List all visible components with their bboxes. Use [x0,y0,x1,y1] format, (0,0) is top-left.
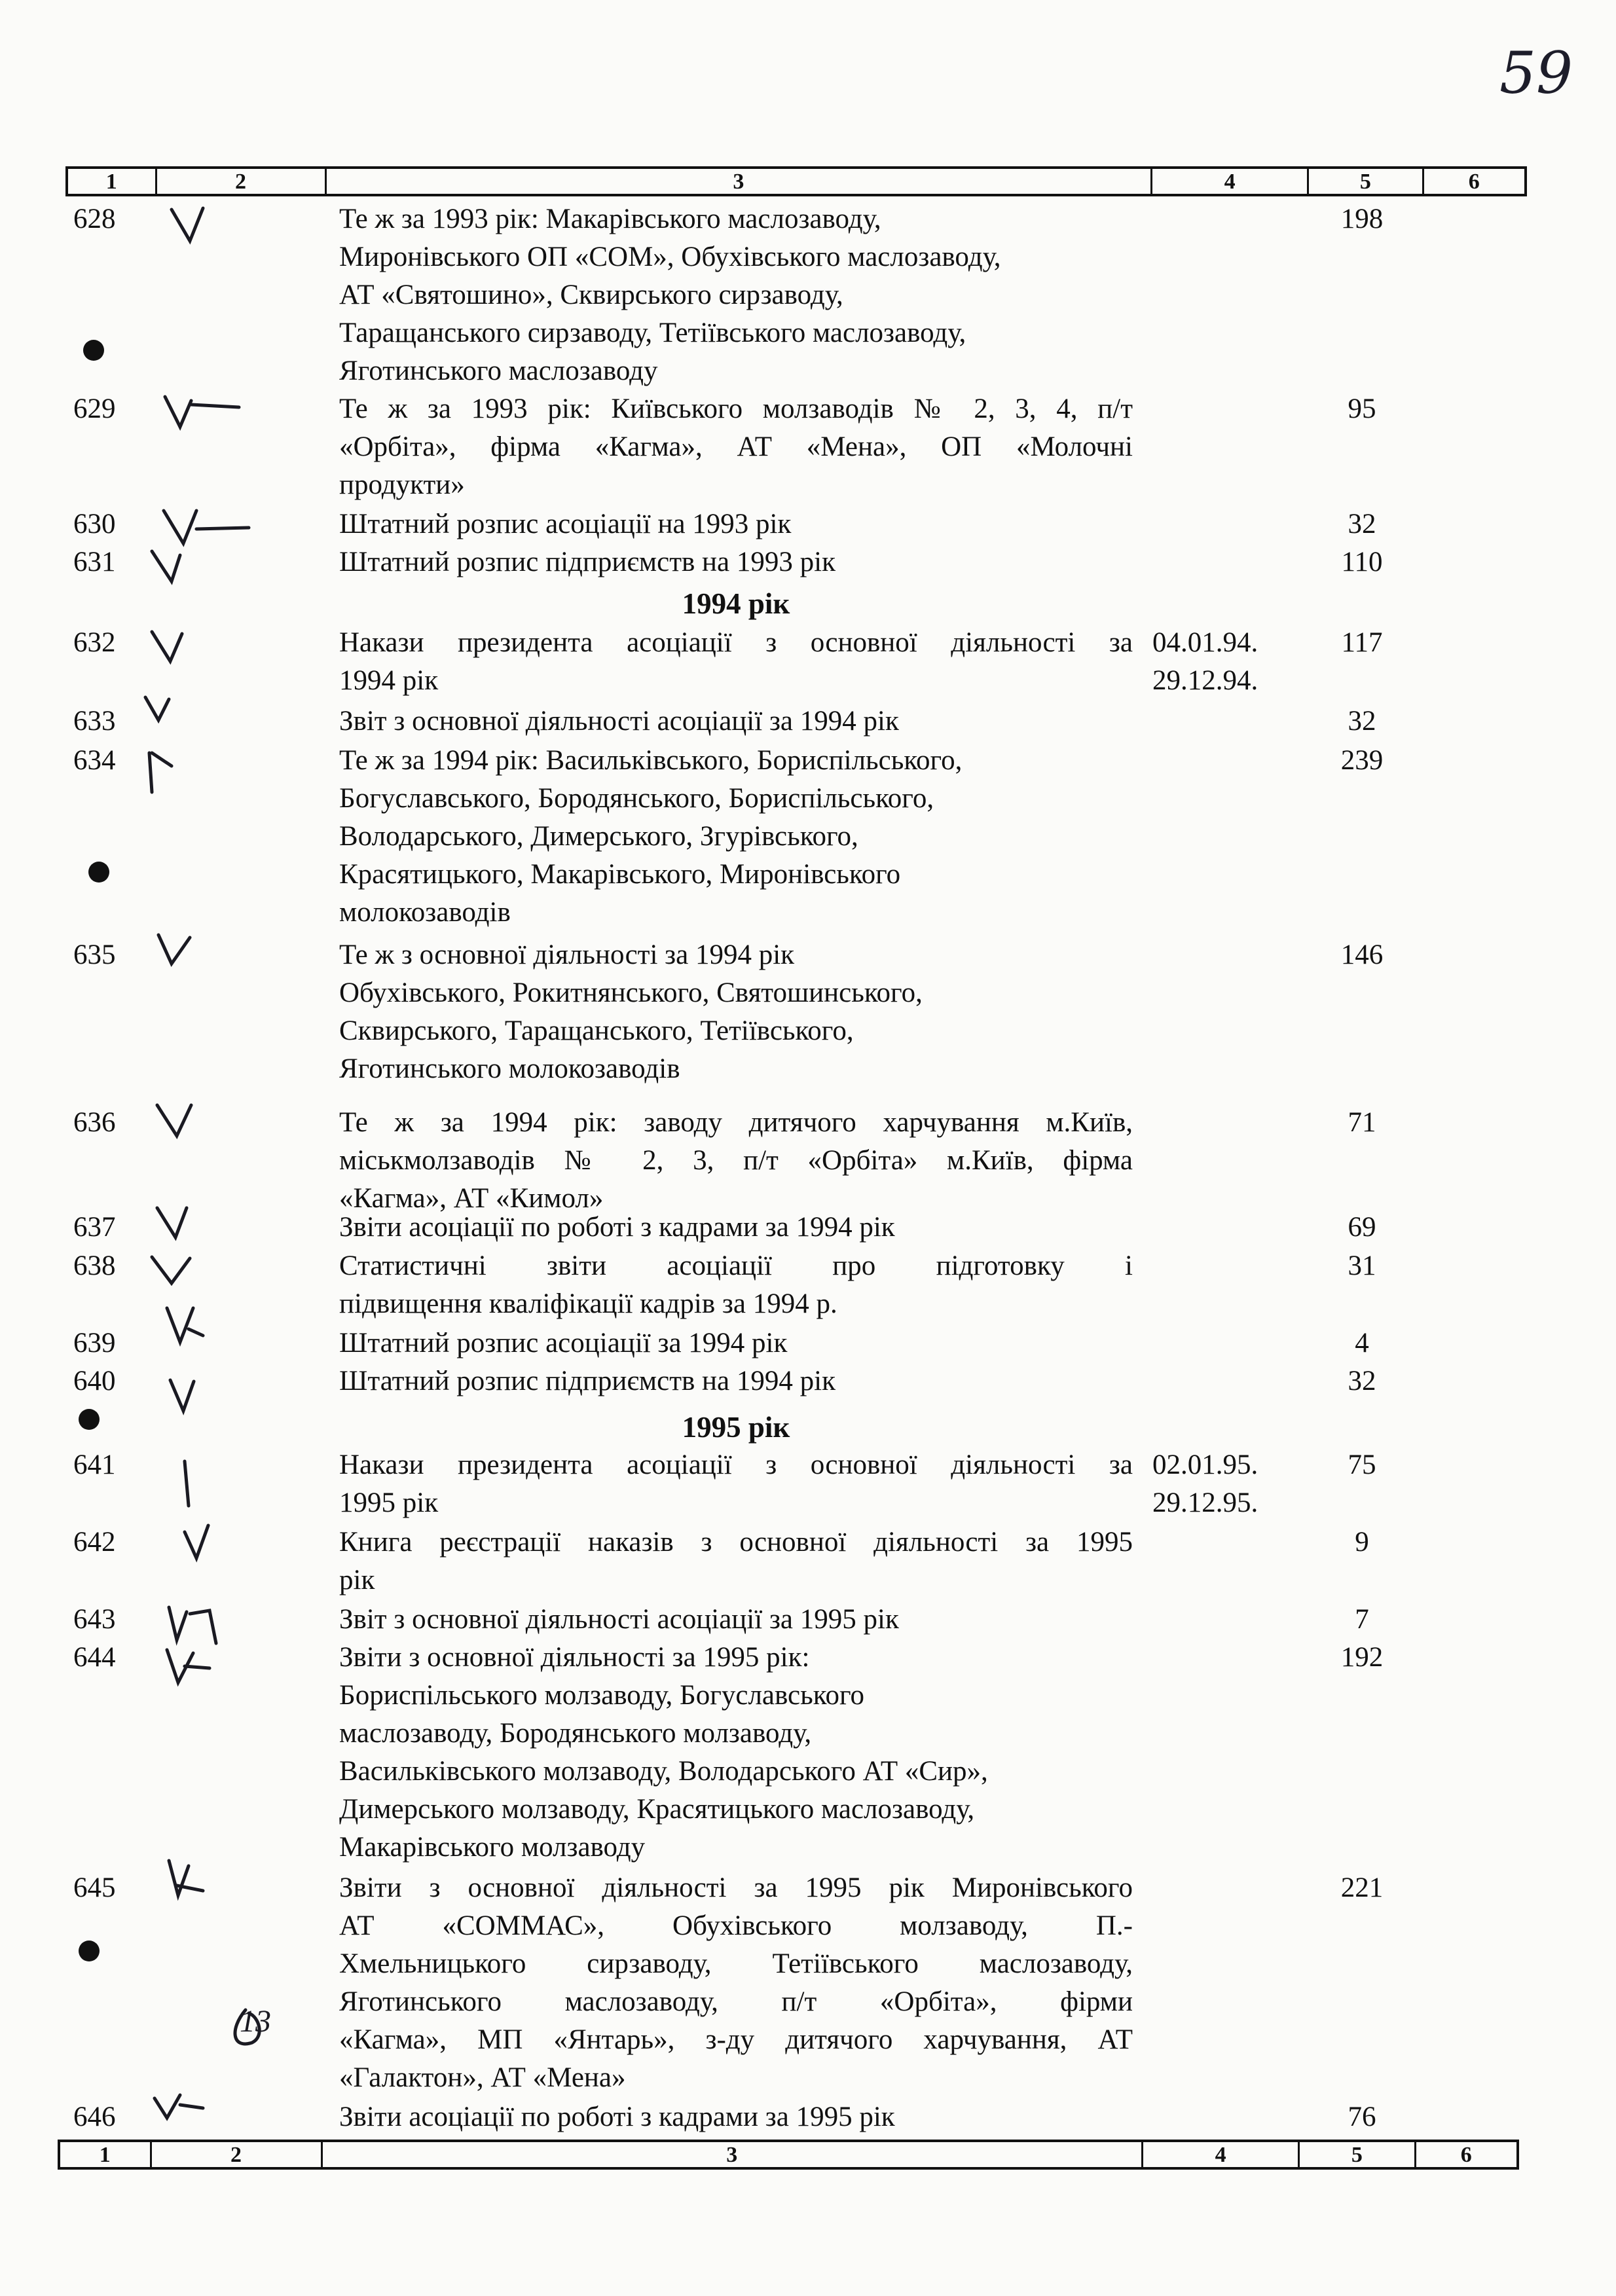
column-header-row [65,166,1527,196]
description-line: Миронівського ОП «СОМ», Обухівського маслозаводу, [339,242,1001,272]
column-header-1: 1 [68,169,157,194]
entry-number: 634 [73,745,116,776]
entry-sheet-count: 198 [1340,204,1384,234]
description-line: «Галактон», АТ «Мена» [339,2062,626,2093]
description-line: АТ «СОММАС», Обухівського молзаводу, П.- [339,1910,1133,1941]
entry-sheet-count: 4 [1355,1328,1369,1358]
description-line: «Кагма», АТ «Кимол» [339,1183,604,1214]
entry-sheet-count: 32 [1348,509,1376,539]
description-line: підвищення кваліфікації кадрів за 1994 р. [339,1288,837,1319]
description-line: Те ж за 1993 рік: Київського молзаводів № 2, 3, 4, п/т [339,393,1133,424]
entry-number: 643 [73,1604,116,1635]
entry-description [339,1247,1133,1323]
description-line: Звіти з основної діяльності за 1995 рік Миронівського [339,1872,1133,1903]
entry-description [339,390,1133,504]
entry-sheet-count: 239 [1340,745,1384,776]
description-line: Бориспільського молзаводу, Богуславського [339,1680,865,1711]
column-header-4: 4 [1152,169,1309,194]
margin-note: 13 [240,2004,271,2039]
entry-description [339,1209,1133,1247]
entry-number: 638 [73,1250,116,1281]
description-line: «Орбіта», фірма «Кагма», АТ «Мена», ОП «Молочні [339,431,1133,462]
description-line: Звіти асоціації по роботі з кадрами за 1994 рік [339,1212,895,1243]
year-heading-1995: 1995 рік [682,1411,790,1444]
description-line: Те ж за 1994 рік: Васильківського, Бориспільського, [339,745,963,776]
description-line: маслозаводу, Бородянського молзаводу, [339,1718,812,1749]
entry-description [339,1601,1133,1639]
column-footer-5: 5 [1300,2142,1416,2167]
column-footer-4: 4 [1143,2142,1300,2167]
entry-number: 640 [73,1366,116,1396]
description-line: Яготинського маслозаводу, п/т «Орбіта», фірми [339,1986,1133,2017]
description-line: Володарського, Димерського, Згурівського, [339,821,858,852]
description-line: Богуславського, Бородянського, Бориспільського, [339,783,934,814]
entry-description [339,543,1133,581]
description-line: Сквирського, Таращанського, Тетіївського, [339,1015,854,1046]
description-line: Хмельницького сирзаводу, Тетіївського маслозаводу, [339,1948,1133,1979]
description-line: Яготинського молокозаводів [339,1053,680,1084]
entry-number: 646 [73,2102,116,2132]
entry-sheet-count: 117 [1341,627,1383,658]
description-line: продукти» [339,469,465,500]
description-line: «Кагма», МП «Янтарь», з-ду дитячого харчування, АТ [339,2024,1133,2055]
entry-sheet-count: 192 [1340,1642,1384,1673]
page-number: 59 [1499,39,1573,107]
entry-sheet-count: 95 [1348,393,1376,424]
entry-description [339,1639,1133,1867]
entry-sheet-count: 32 [1348,706,1376,737]
entry-description [339,702,1133,740]
entry-number: 645 [73,1872,116,1903]
description-line: Звіти асоціації по роботі з кадрами за 1995 рік [339,2102,895,2132]
description-line: Обухівського, Рокитнянського, Святошинського, [339,977,923,1008]
column-header-3: 3 [327,169,1152,194]
description-line: Те ж за 1994 рік: заводу дитячого харчування м.Київ, [339,1107,1133,1138]
description-line: АТ «Святошино», Сквирського сирзаводу, [339,280,843,310]
entry-description [339,1869,1133,2097]
entry-description [339,742,1133,932]
entry-number: 629 [73,393,116,424]
entry-description [339,1104,1133,1218]
entry-sheet-count: 69 [1348,1212,1376,1243]
entry-description [339,1446,1133,1522]
column-footer-row [58,2140,1519,2170]
description-line: Накази президента асоціації з основної діяльності за [339,1449,1133,1480]
entry-number: 631 [73,547,116,577]
entry-number: 644 [73,1642,116,1673]
description-line: Статистичні звіти асоціації про підготовку і [339,1250,1133,1281]
entry-description [339,1362,1133,1400]
description-line: Штатний розпис асоціації за 1994 рік [339,1328,788,1358]
entry-number: 642 [73,1527,116,1558]
entry-description [339,200,1133,390]
description-line: Штатний розпис асоціації на 1993 рік [339,509,792,539]
entry-date-range: 04.01.94. 29.12.94. [1152,627,1258,696]
column-header-5: 5 [1309,169,1423,194]
entry-sheet-count: 32 [1348,1366,1376,1396]
description-line: Штатний розпис підприємств на 1993 рік [339,547,836,577]
entry-number: 635 [73,939,116,970]
year-heading-1994: 1994 рік [682,587,790,620]
entry-sheet-count: 71 [1348,1107,1376,1138]
description-line: 1995 рік [339,1487,439,1518]
description-line: Макарівського молзаводу [339,1832,646,1863]
entry-number: 636 [73,1107,116,1138]
description-line: Те ж за 1993 рік: Макарівського маслозаводу, [339,204,881,234]
description-line: Звіт з основної діяльності асоціації за 1994 рік [339,706,899,737]
entry-sheet-count: 9 [1355,1527,1369,1558]
column-header-2: 2 [157,169,327,194]
entry-sheet-count: 7 [1355,1604,1369,1635]
entry-sheet-count: 31 [1348,1250,1376,1281]
entry-number: 628 [73,204,116,234]
description-line: Звіти з основної діяльності за 1995 рік: [339,1642,810,1673]
description-line: Васильківського молзаводу, Володарського АТ «Сир», [339,1756,988,1787]
description-line: Штатний розпис підприємств на 1994 рік [339,1366,836,1396]
entry-number: 630 [73,509,116,539]
entry-description [339,624,1133,700]
description-line: Яготинського маслозаводу [339,355,658,386]
entry-sheet-count: 75 [1348,1449,1376,1480]
description-line: рік [339,1565,375,1595]
entry-number: 639 [73,1328,116,1358]
entry-sheet-count: 110 [1341,547,1383,577]
entry-number: 633 [73,706,116,737]
entry-sheet-count: 146 [1340,939,1384,970]
column-footer-6: 6 [1460,2143,1472,2167]
description-line: 1994 рік [339,665,439,696]
entry-number: 641 [73,1449,116,1480]
entry-number: 637 [73,1212,116,1243]
description-line: Красятицького, Макарівського, Миронівського [339,859,901,890]
column-header-6: 6 [1468,170,1480,194]
entry-sheet-count: 76 [1348,2102,1376,2132]
column-footer-3: 3 [323,2142,1143,2167]
description-line: Книга реєстрації наказів з основної діяльності за 1995 [339,1527,1133,1558]
entry-sheet-count: 221 [1340,1872,1384,1903]
description-line: Таращанського сирзаводу, Тетіївського маслозаводу, [339,318,966,348]
entry-description [339,1324,1133,1362]
entry-description [339,1523,1133,1599]
description-line: молокозаводів [339,897,511,928]
description-line: міськмолзаводів № 2, 3, п/т «Орбіта» м.Київ, фірма [339,1145,1133,1176]
entry-description [339,2098,1133,2136]
entry-number: 632 [73,627,116,658]
description-line: Накази президента асоціації з основної діяльності за [339,627,1133,658]
description-line: Звіт з основної діяльності асоціації за 1995 рік [339,1604,899,1635]
column-footer-2: 2 [152,2142,323,2167]
entry-description [339,936,1133,1088]
entry-description [339,505,1133,543]
description-line: Димерського молзаводу, Красятицького маслозаводу, [339,1794,975,1825]
description-line: Те ж з основної діяльності за 1994 рік [339,939,795,970]
entry-date-range: 02.01.95. 29.12.95. [1152,1449,1258,1518]
column-footer-1: 1 [60,2142,152,2167]
